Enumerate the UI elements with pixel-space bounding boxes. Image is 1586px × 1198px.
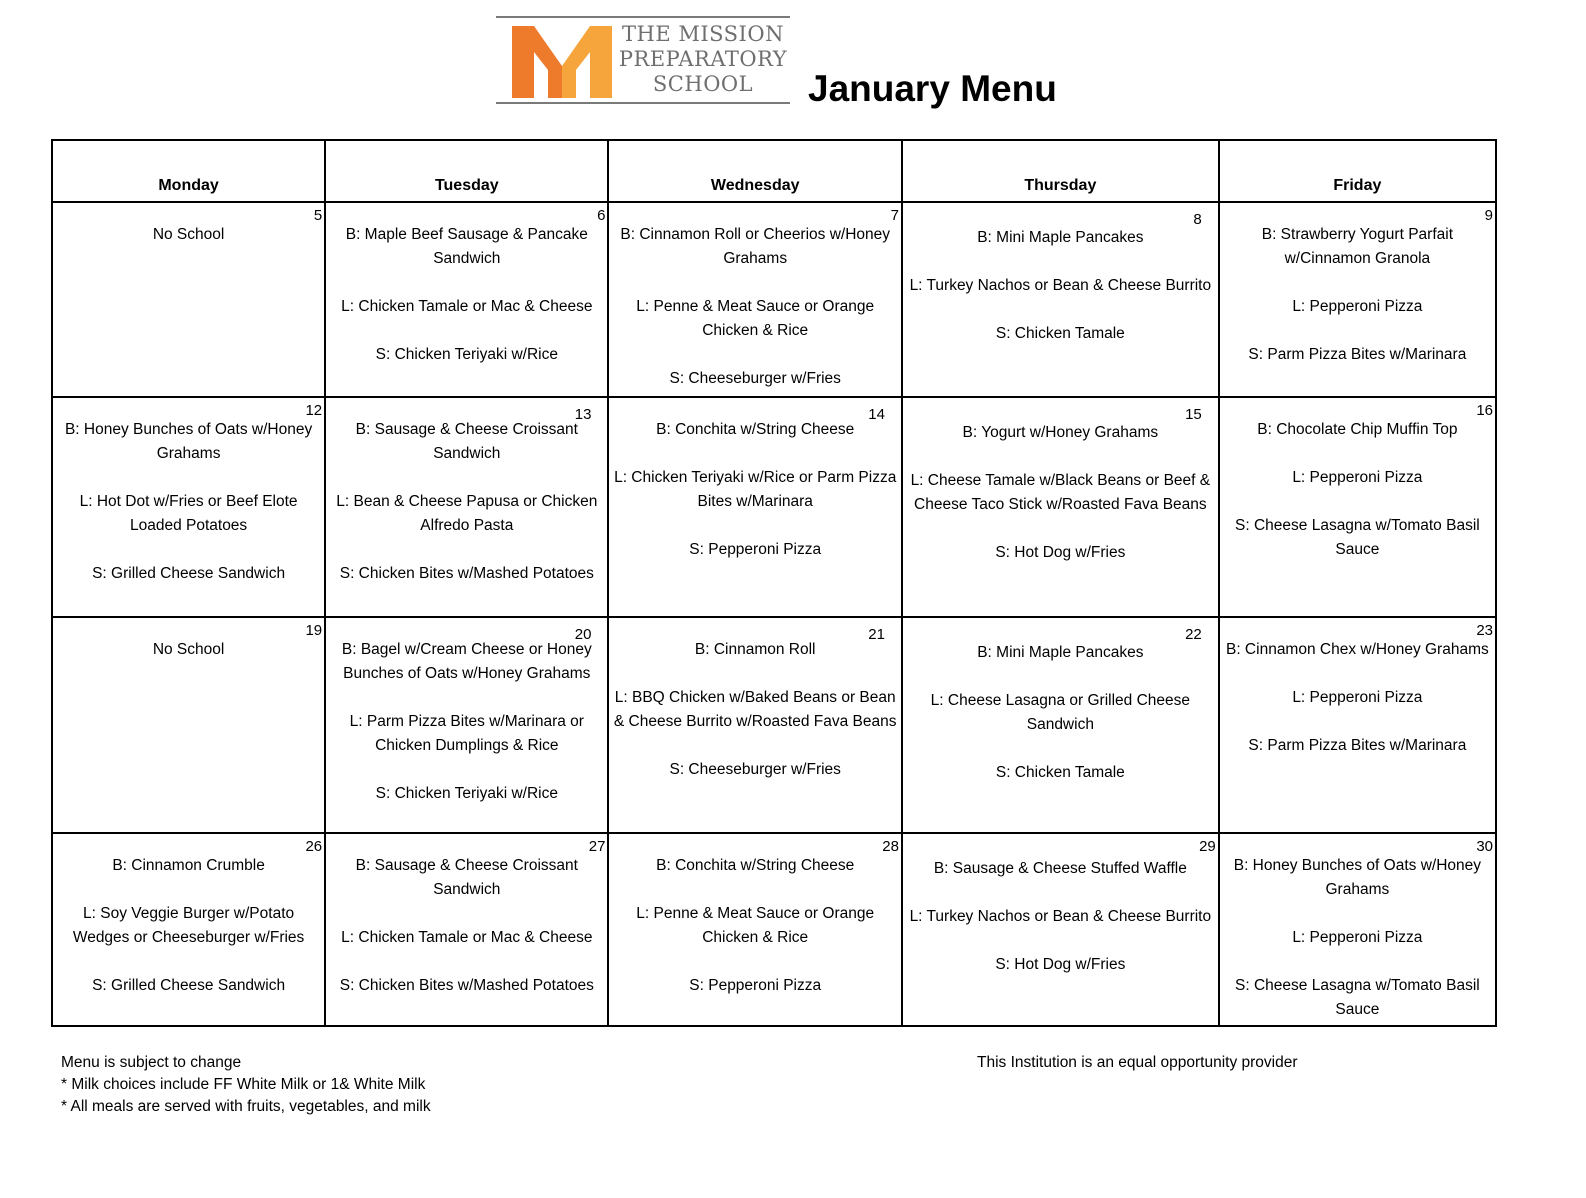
meal-item: B: Bagel w/Cream Cheese or Honey Bunches of Oats w/Honey Grahams [341, 641, 592, 682]
day-cell [1219, 617, 1496, 833]
day-number: 22 [1185, 626, 1202, 643]
meal-item: B: Sausage & Cheese Croissant Sandwich [355, 857, 578, 898]
day-cell [902, 397, 1219, 617]
day-number: 9 [1484, 207, 1493, 224]
meal-item: L: Turkey Nachos or Bean & Cheese Burrito [909, 277, 1212, 294]
meal-item: B: Conchita w/String Cheese [656, 421, 855, 438]
meal-item: S: Cheeseburger w/Fries [669, 370, 841, 387]
meal-item: L: Pepperoni Pizza [1292, 469, 1423, 486]
day-number: 12 [305, 402, 323, 419]
footer-note: Menu is subject to change [61, 1054, 242, 1071]
footer-notes [61, 1052, 431, 1118]
day-cell [902, 617, 1219, 833]
day-number: 8 [1193, 211, 1202, 228]
meal-item: No School [152, 226, 225, 243]
day-cell [608, 397, 901, 617]
logo-m-icon [512, 26, 612, 98]
logo-bottom-rule [496, 102, 790, 104]
school-name [616, 22, 790, 97]
week-row [52, 397, 1496, 617]
page-title: January Menu [808, 68, 1057, 109]
meal-item: L: Chicken Tamale or Mac & Cheese [341, 929, 593, 946]
meal-item: L: Chicken Tamale or Mac & Cheese [341, 298, 593, 315]
meal-item: L: Penne & Meat Sauce or Orange Chicken & Rice [636, 905, 875, 946]
meal-item: L: Cheese Tamale w/Black Beans or Beef & Cheese Taco Stick w/Roasted Fava Beans [910, 472, 1211, 513]
day-cell [902, 202, 1219, 397]
weekday-header: Friday [1219, 140, 1496, 202]
day-cell [608, 833, 901, 1026]
meal-item: B: Maple Beef Sausage & Pancake Sandwich [345, 226, 588, 267]
meal-item: B: Strawberry Yogurt Parfait w/Cinnamon Granola [1261, 226, 1453, 267]
meal-item: L: Pepperoni Pizza [1292, 298, 1423, 315]
day-cell [1219, 202, 1496, 397]
day-number: 15 [1185, 406, 1202, 423]
day-cell [902, 833, 1219, 1026]
day-cell [52, 202, 325, 397]
day-cell [325, 397, 608, 617]
day-number: 7 [890, 207, 899, 224]
day-cell [1219, 397, 1496, 617]
day-cell [325, 202, 608, 397]
meal-item: S: Chicken Tamale [995, 325, 1125, 342]
weekday-header: Tuesday [325, 140, 608, 202]
meal-item: L: Turkey Nachos or Bean & Cheese Burrito [909, 908, 1212, 925]
meal-item: L: Pepperoni Pizza [1292, 689, 1423, 706]
meal-item: L: BBQ Chicken w/Baked Beans or Bean & Cheese Burrito w/Roasted Fava Beans [613, 689, 897, 730]
meal-item: B: Yogurt w/Honey Grahams [962, 424, 1159, 441]
weekday-header: Monday [52, 140, 325, 202]
meal-item: S: Cheese Lasagna w/Tomato Basil Sauce [1235, 977, 1480, 1018]
meal-item: L: Penne & Meat Sauce or Orange Chicken & Rice [636, 298, 875, 339]
meal-item: No School [152, 641, 225, 658]
meal-item: S: Cheese Lasagna w/Tomato Basil Sauce [1235, 517, 1480, 558]
meal-item: S: Grilled Cheese Sandwich [92, 977, 286, 994]
meal-item: L: Chicken Teriyaki w/Rice or Parm Pizza Bites w/Marinara [614, 469, 897, 510]
menu-calendar [51, 139, 1497, 1027]
day-cell [608, 202, 901, 397]
school-logo [496, 16, 790, 106]
week-row [52, 617, 1496, 833]
meal-item: L: Cheese Lasagna or Grilled Cheese Sandwich [930, 692, 1191, 733]
day-number: 29 [1199, 838, 1216, 855]
meal-item: S: Pepperoni Pizza [689, 977, 822, 994]
week-row [52, 202, 1496, 397]
meal-item: S: Chicken Bites w/Mashed Potatoes [339, 977, 594, 994]
day-number: 6 [597, 207, 606, 224]
day-number: 28 [882, 838, 899, 855]
weekday-header: Wednesday [608, 140, 901, 202]
meal-item: B: Cinnamon Roll or Cheerios w/Honey Grahams [620, 226, 891, 267]
meal-item: S: Pepperoni Pizza [689, 541, 822, 558]
meal-item: S: Parm Pizza Bites w/Marinara [1248, 346, 1467, 363]
school-name-line-3: SCHOOL [652, 72, 754, 96]
day-number: 27 [588, 838, 606, 855]
meal-item: L: Soy Veggie Burger w/Potato Wedges or Cheeseburger w/Fries [72, 905, 305, 946]
meal-item: L: Hot Dot w/Fries or Beef Elote Loaded Potatoes [79, 493, 298, 534]
meal-item: S: Grilled Cheese Sandwich [92, 565, 286, 582]
meal-item: B: Conchita w/String Cheese [656, 857, 855, 874]
equal-opportunity-statement: This Institution is an equal opportunity provider [977, 1054, 1298, 1071]
day-cell [1219, 833, 1496, 1026]
meal-item: S: Chicken Bites w/Mashed Potatoes [339, 565, 594, 582]
day-cell [325, 617, 608, 833]
meal-item: B: Mini Maple Pancakes [977, 229, 1144, 246]
meal-item: B: Sausage & Cheese Croissant Sandwich [355, 421, 578, 462]
meal-item: B: Cinnamon Roll [694, 641, 816, 658]
footer-note: * Milk choices include FF White Milk or 1& White Milk [61, 1076, 426, 1093]
day-number: 20 [574, 626, 592, 643]
meal-item: S: Chicken Teriyaki w/Rice [375, 785, 558, 802]
meal-item: B: Honey Bunches of Oats w/Honey Grahams [64, 421, 313, 462]
day-cell [325, 833, 608, 1026]
weekday-header: Thursday [902, 140, 1219, 202]
meal-item: B: Chocolate Chip Muffin Top [1257, 421, 1458, 438]
footer-note: * All meals are served with fruits, vegetables, and milk [61, 1098, 431, 1115]
meal-item: B: Honey Bunches of Oats w/Honey Grahams [1233, 857, 1482, 898]
day-number: 19 [305, 622, 323, 639]
meal-item: S: Chicken Tamale [995, 764, 1125, 781]
day-cell [52, 833, 325, 1026]
day-number: 30 [1476, 838, 1493, 855]
school-name-line-2: PREPARATORY [618, 47, 788, 71]
day-number: 21 [868, 626, 885, 643]
day-number: 13 [574, 406, 592, 423]
weekday-header-row [52, 140, 1496, 202]
meal-item: S: Hot Dog w/Fries [995, 956, 1126, 973]
day-number: 26 [305, 838, 323, 855]
meal-item: B: Sausage & Cheese Stuffed Waffle [933, 860, 1187, 877]
school-name-line-1: THE MISSION [622, 22, 784, 46]
day-number: 14 [868, 406, 885, 423]
meal-item: S: Parm Pizza Bites w/Marinara [1248, 737, 1467, 754]
week-row [52, 833, 1496, 1026]
meal-item: B: Mini Maple Pancakes [977, 644, 1144, 661]
meal-item: L: Bean & Cheese Papusa or Chicken Alfredo Pasta [336, 493, 598, 534]
day-number: 23 [1476, 622, 1493, 639]
meal-item: S: Cheeseburger w/Fries [669, 761, 841, 778]
day-cell [608, 617, 901, 833]
meal-item: B: Cinnamon Crumble [112, 857, 265, 874]
day-cell [52, 617, 325, 833]
day-number: 16 [1476, 402, 1493, 419]
meal-item: B: Cinnamon Chex w/Honey Grahams [1225, 641, 1489, 658]
meal-item: S: Chicken Teriyaki w/Rice [375, 346, 558, 363]
logo-top-rule [496, 16, 790, 18]
meal-item: S: Hot Dog w/Fries [995, 544, 1126, 561]
day-number: 5 [313, 207, 323, 224]
meal-item: L: Pepperoni Pizza [1292, 929, 1423, 946]
day-cell [52, 397, 325, 617]
meal-item: L: Parm Pizza Bites w/Marinara or Chicken Dumplings & Rice [349, 713, 584, 754]
